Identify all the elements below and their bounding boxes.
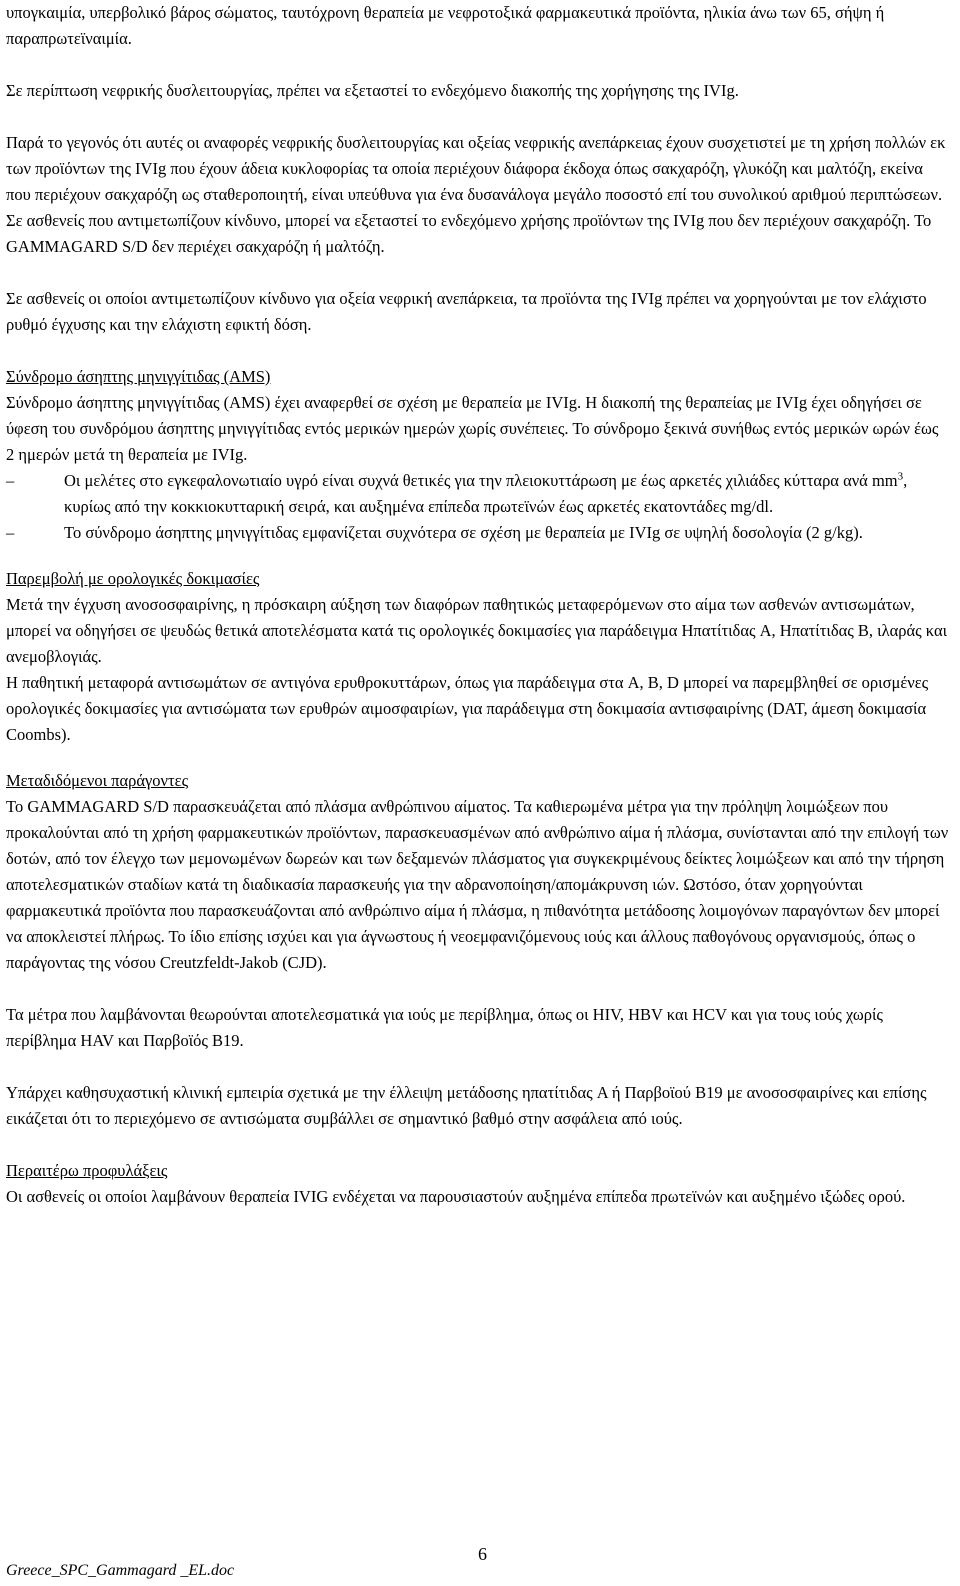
bullet-dash: – bbox=[6, 523, 15, 542]
list-item-high-dose bbox=[6, 520, 950, 546]
paragraph-transmissible-1: Το GAMMAGARD S/D παρασκευάζεται από πλάσμα ανθρώπινου αίματος. Τα καθιερωμένα μέτρα για την πρόληψη λοιμώξεων που προκαλούνται από τη χρήση φαρμακευτικών προϊόντων, παρασκευασμένων από ανθρώπινο αίμα ή πλάσμα, συνίστανται από την επιλογή των δοτών, από τον έλεγχο των μεμονωμένων δωρεών και των δεξαμενών πλάσματος για συγκεκριμένους δείκτες λοιμώξεων και από την τήρηση αποτελεσματικών σταδίων κατά τη διαδικασία παρασκευής για την αδρανοποίηση/απομάκρυνση ιών. Ωστόσο, όταν χορηγούνται φαρμακευτικά προϊόντα που παρασκευάζονται από ανθρώπινο αίμα ή πλάσμα, η πιθανότητα μετάδοσης λοιμογόνων παραγόντων δεν μπορεί να αποκλειστεί πλήρως. Το ίδιο επίσης ισχύει και για άγνωστους ή νεοεμφανιζόμενους ιούς και άλλους παθογόνους οργανισμούς, όπως ο παράγοντας της νόσου Creutzfeldt-Jakob (CJD). bbox=[6, 797, 949, 972]
footer-filename: Greece_SPC_Gammagard _EL.doc bbox=[6, 1562, 235, 1579]
paragraph-infusion-rate: Σε ασθενείς οι οποίοι αντιμετωπίζουν κίνδυνο για οξεία νεφρική ανεπάρκεια, τα προϊόντα της IVIg πρέπει να χορηγούνται με τον ελάχιστο ρυθμό έγχυσης και την ελάχιστη εφικτή δόση. bbox=[6, 289, 927, 334]
spacer bbox=[6, 748, 950, 768]
spacer bbox=[6, 104, 950, 130]
paragraph-ams: Σύνδρομο άσηπτης μηνιγγίτιδας (AMS) έχει αναφερθεί σε σχέση με θεραπεία με IVIg. Η διακοπή της θεραπείας με IVIg έχει οδηγήσει σε ύφεση του συνδρόμου άσηπτης μηνιγγίτιδας εντός μερικών ημερών χωρίς συνέπειες. Το σύνδρομο ξεκινά συνήθως εντός μερικών ωρών έως 2 ημερών μετά τη θεραπεία με IVIg. bbox=[6, 393, 939, 464]
section-heading-ams: Σύνδρομο άσηπτης μηνιγγίτιδας (AMS) bbox=[6, 367, 271, 386]
paragraph-risk-factors: υπογκαιμία, υπερβολικό βάρος σώματος, ταυτόχρονη θεραπεία με νεφροτοξικά φαρμακευτικά προϊόντα, ηλικία άνω των 65, σήψη ή παραπρωτεϊναιμία. bbox=[6, 3, 885, 48]
spacer bbox=[6, 546, 950, 566]
paragraph-transmissible-2: Τα μέτρα που λαμβάνονται θεωρούνται αποτελεσματικά για ιούς με περίβλημα, όπως οι HIV, HBV και HCV και για τους ιούς χωρίς περίβλημα HAV και Παρβοϊός B19. bbox=[6, 1005, 883, 1050]
superscript-exponent: 3 bbox=[897, 470, 904, 483]
paragraph-transmissible-3: Υπάρχει καθησυχαστική κλινική εμπειρία σχετικά με την έλλειψη μετάδοσης ηπατίτιδας A ή Παρβοϊού B19 με ανοσοσφαιρίνες και επίσης εικάζεται ότι το περιεχόμενο σε αντισώματα συμβάλλει σε σημαντικό βαθμό στην ασφάλεια από ιούς. bbox=[6, 1083, 927, 1128]
list-item-csf-studies bbox=[6, 468, 950, 520]
spacer bbox=[6, 976, 950, 1002]
page-footer bbox=[6, 1544, 950, 1586]
spacer bbox=[6, 52, 950, 78]
bullet-text: Το σύνδρομο άσηπτης μηνιγγίτιδας εμφανίζεται συχνότερα σε σχέση με θεραπεία με IVIg σε υψηλή δοσολογία (2 g/kg). bbox=[64, 523, 863, 542]
page-number: 6 bbox=[478, 1544, 487, 1564]
paragraph-renal-dysfunction: Σε περίπτωση νεφρικής δυσλειτουργίας, πρέπει να εξεταστεί το ενδεχόμενο διακοπής της χορήγησης της IVIg. bbox=[6, 81, 739, 100]
spacer bbox=[6, 1132, 950, 1158]
paragraph-serology-1: Μετά την έγχυση ανοσοσφαιρίνης, η πρόσκαιρη αύξηση των διαφόρων παθητικώς μεταφερόμενων στο αίμα των ασθενών αντισωμάτων, μπορεί να οδηγήσει σε ψευδώς θετικά αποτελέσματα κατά τις ορολογικές δοκιμασίες για παράδειγμα Ηπατίτιδας A, Ηπατίτιδας B, ιλαράς και ανεμοβλογιάς. bbox=[6, 595, 948, 666]
section-heading-further-precautions: Περαιτέρω προφυλάξεις bbox=[6, 1161, 168, 1180]
paragraph-sucrose-products: Παρά το γεγονός ότι αυτές οι αναφορές νεφρικής δυσλειτουργίας και οξείας νεφρικής ανεπάρκειας έχουν συσχετιστεί με τη χρήση πολλών εκ των προϊόντων της IVIg που έχουν άδεια κυκλοφορίας τα οποία περιέχουν διάφορα έκδοχα όπως σακχαρόζη, γλυκόζη και μαλτόζη, εκείνα που περιέχουν σακχαρόζη ως σταθεροποιητή, είναι υπεύθυνα για ένα δυσανάλογα μεγάλο ποσοστό επί του συνολικού αριθμού περιπτώσεων. Σε ασθενείς που αντιμετωπίζουν κίνδυνο, μπορεί να εξεταστεί το ενδεχόμενο χρήσης προϊόντων της IVIg που δεν περιέχουν σακχαρόζη. Το GAMMAGARD S/D δεν περιέχει σακχαρόζη ή μαλτόζη. bbox=[6, 133, 946, 256]
paragraph-serology-2: Η παθητική μεταφορά αντισωμάτων σε αντιγόνα ερυθροκυττάρων, όπως για παράδειγμα στα A, B, D μπορεί να παρεμβληθεί σε ορισμένες ορολογικές δοκιμασίες για αντισώματα των ερυθρών αιμοσφαιρίων, για παράδειγμα στη δοκιμασία αντισφαιρίνης (DAT, άμεση δοκιμασία Coombs). bbox=[6, 673, 929, 744]
paragraph-precautions: Οι ασθενείς οι οποίοι λαμβάνουν θεραπεία IVIG ενδέχεται να παρουσιαστούν αυξημένα επίπεδα πρωτεϊνών και αυξημένο ιξώδες ορού. bbox=[6, 1187, 906, 1206]
spacer bbox=[6, 1054, 950, 1080]
spacer bbox=[6, 338, 950, 364]
spacer bbox=[6, 260, 950, 286]
section-heading-transmissible-agents: Μεταδιδόμενοι παράγοντες bbox=[6, 771, 189, 790]
section-heading-serology: Παρεμβολή με ορολογικές δοκιμασίες bbox=[6, 569, 260, 588]
bullet-text: Οι μελέτες στο εγκεφαλονωτιαίο υγρό είναι συχνά θετικές για την πλειοκυττάρωση με έως αρκετές χιλιάδες κύτταρα ανά $mm^3$, κυρίως από την κοκκιοκυτταρική σειρά, και αυξημένα επίπεδα πρωτεϊνών έως αρκετές εκατοντάδες mg/dl. bbox=[64, 470, 908, 516]
document-body bbox=[6, 0, 950, 1210]
bullet-dash: – bbox=[6, 471, 15, 490]
